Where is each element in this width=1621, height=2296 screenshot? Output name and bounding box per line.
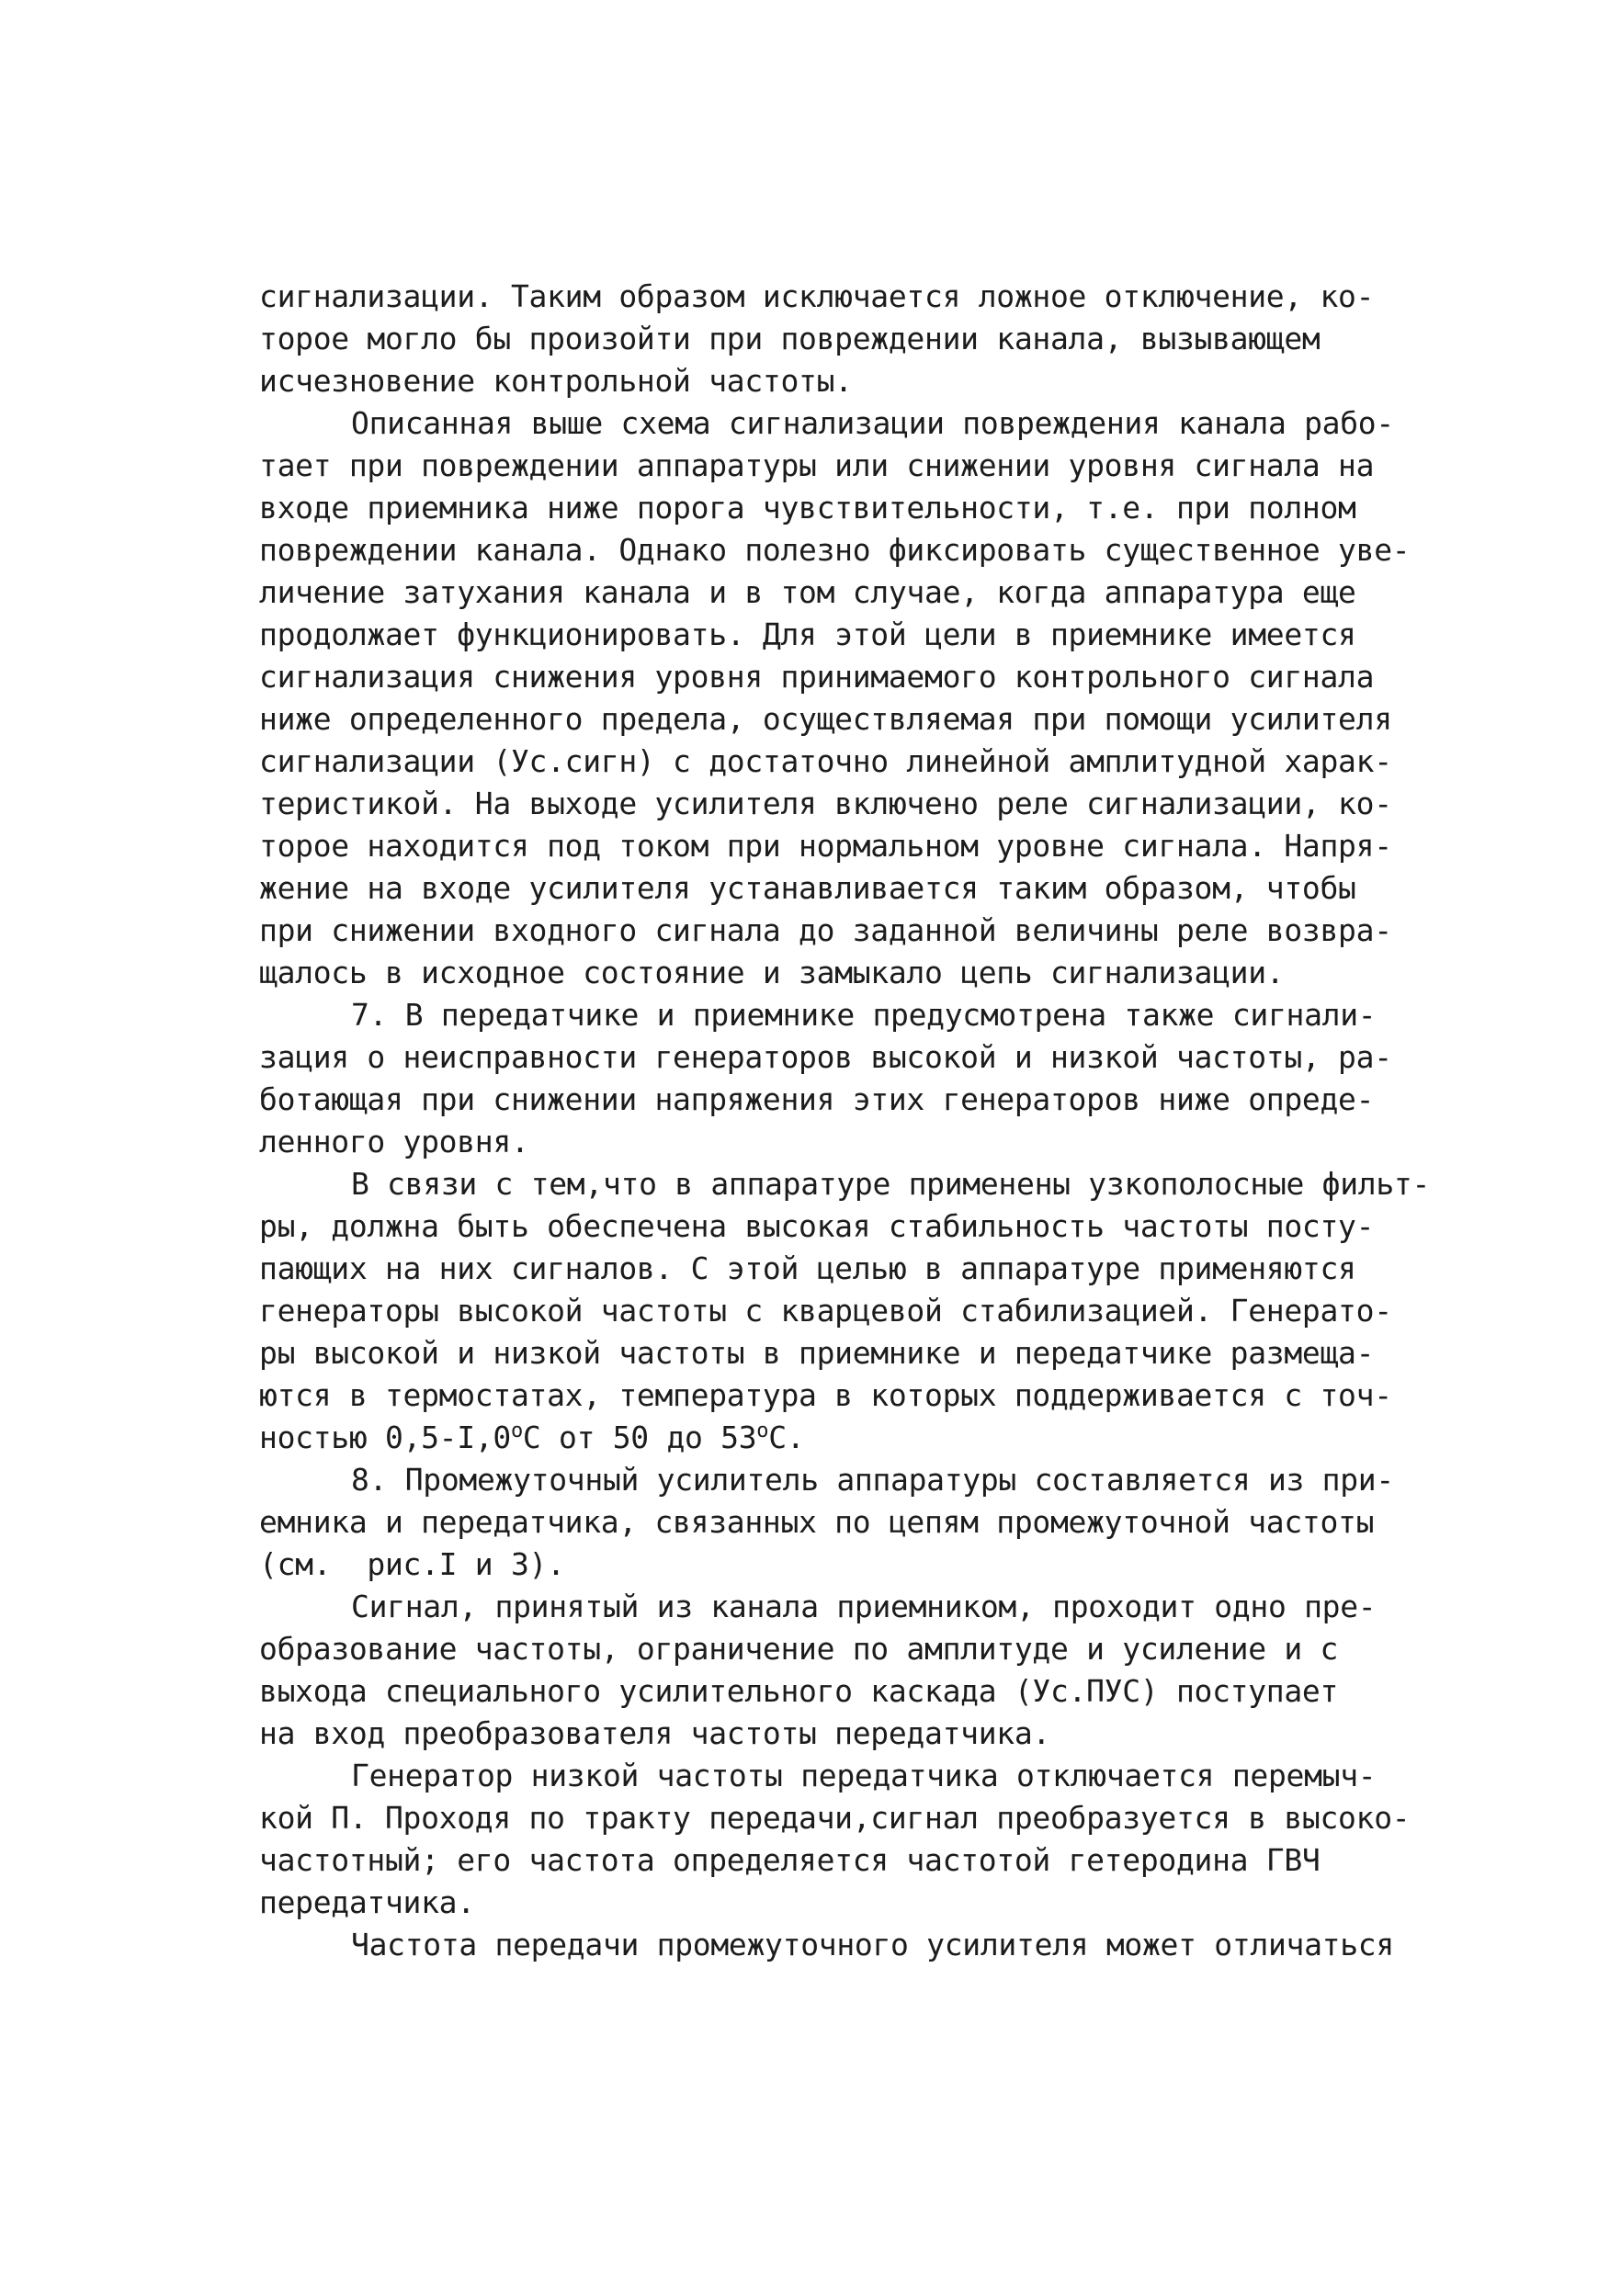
text-line: образование частоты, ограничение по амплитуде и усиление и с: [259, 1631, 1339, 1667]
paragraph-2: [259, 402, 1411, 994]
text-line: Генератор низкой частоты передатчика отключается перемыч-: [351, 1758, 1377, 1793]
text-line: Частота передачи промежуточного усилителя может отличаться: [351, 1927, 1394, 1962]
text-line: ленного уровня.: [259, 1124, 529, 1159]
text-line: сигнализации (Ус.сигн) с достаточно линейной амплитудной харак-: [259, 743, 1392, 779]
text-line: на вход преобразователя частоты передатчика.: [259, 1715, 1050, 1751]
text-line: выхода специального усилительного каскада (Ус.ПУС) поступает: [259, 1673, 1339, 1709]
text-line: ниже определенного предела, осуществляемая при помощи усилителя: [259, 701, 1392, 737]
degree-superscript: o: [756, 1419, 769, 1442]
text-line: Описанная выше схема сигнализации повреждения канала рабо-: [351, 405, 1394, 441]
paragraph-5: [259, 1459, 1399, 1586]
paragraph-7: [259, 1755, 1411, 1924]
text-line: кой П. Проходя по тракту передачи,сигнал преобразуется в высоко-: [259, 1800, 1411, 1836]
text-line: емника и передатчика, связанных по цепям промежуточной частоты: [259, 1504, 1375, 1540]
text-line: входе приемника ниже порога чувствительности, т.е. при полном: [259, 490, 1356, 526]
text-line: передатчика.: [259, 1884, 475, 1920]
text-line: (см. рис.I и 3).: [259, 1546, 565, 1582]
text-fragment: ностью 0,5-I,0: [259, 1419, 511, 1455]
text-line: В связи с тем,что в аппаратуре применены узкополосные фильт-: [351, 1166, 1431, 1202]
text-line: ры высокой и низкой частоты в приемнике и передатчике размеща-: [259, 1335, 1375, 1371]
text-line: торое находится под током при нормальном уровне сигнала. Напря-: [259, 828, 1392, 864]
degree-superscript: o: [510, 1419, 523, 1442]
text-line: 7. В передатчике и приемнике предусмотрена также сигнали-: [351, 997, 1377, 1033]
text-line: теристикой. На выходе усилителя включено реле сигнализации, ко-: [259, 786, 1392, 821]
text-fragment: С.: [768, 1419, 805, 1455]
text-line: частотный; его частота определяется частотой гетеродина ГВЧ: [259, 1842, 1321, 1878]
paragraph-6: [259, 1586, 1399, 1755]
paragraph-3: [259, 994, 1399, 1163]
text-line: щалось в исходное состояние и замыкало цепь сигнализации.: [259, 955, 1285, 990]
text-line: жение на входе усилителя устанавливается таким образом, чтобы: [259, 870, 1356, 906]
text-line: повреждении канала. Однако полезно фиксировать существенное уве-: [259, 532, 1411, 568]
text-line: 8. Промежуточный усилитель аппаратуры составляется из при-: [351, 1462, 1394, 1498]
paragraph-4: [259, 1163, 1431, 1459]
text-line: генераторы высокой частоты с кварцевой стабилизацией. Генерато-: [259, 1293, 1392, 1329]
text-line: сигнализации. Таким образом исключается ложное отключение, ко-: [259, 278, 1375, 314]
text-line: торое могло бы произойти при повреждении канала, вызывающем: [259, 321, 1321, 356]
text-line: личение затухания канала и в том случае, когда аппаратура еще: [259, 574, 1356, 610]
temperature-line: [259, 1417, 1399, 1459]
paragraph-8: [259, 1924, 1399, 1966]
text-line: ботающая при снижении напряжения этих генераторов ниже опреде-: [259, 1081, 1375, 1117]
text-line: тает при повреждении аппаратуры или снижении уровня сигнала на: [259, 447, 1375, 483]
body-text: [259, 276, 1431, 1966]
text-line: зация о неисправности генераторов высокой и низкой частоты, ра-: [259, 1039, 1392, 1075]
text-line: пающих на них сигналов. С этой целью в аппаратуре применяются: [259, 1250, 1356, 1286]
paragraph-1: [259, 276, 1399, 402]
text-line: при снижении входного сигнала до заданной величины реле возвра-: [259, 912, 1392, 948]
text-line: ются в термостатах, температура в которых поддерживается с точ-: [259, 1377, 1392, 1413]
text-fragment: С от 50 до 53: [522, 1419, 757, 1455]
text-line: продолжает функционировать. Для этой цели в приемнике имеется: [259, 616, 1356, 652]
text-line: ры, должна быть обеспечена высокая стабильность частоты посту-: [259, 1208, 1375, 1244]
text-line: сигнализация снижения уровня принимаемого контрольного сигнала: [259, 659, 1375, 695]
text-line: Сигнал, принятый из канала приемником, проходит одно пре-: [351, 1589, 1377, 1624]
text-line: исчезновение контрольной частоты.: [259, 363, 853, 399]
